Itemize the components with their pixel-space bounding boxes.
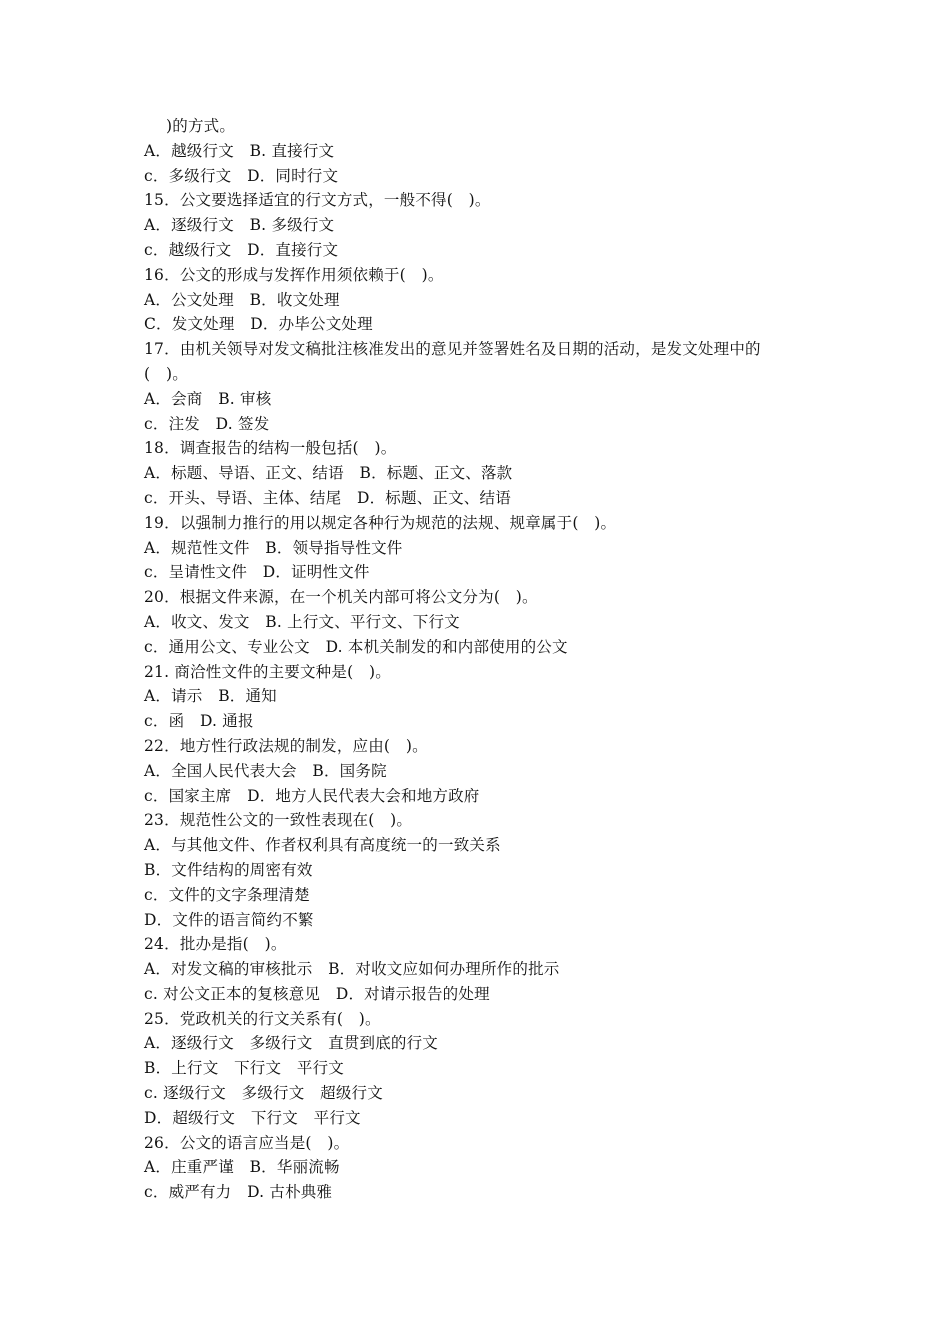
question-25: 25．党政机关的行文关系有( )。 <box>144 1009 381 1028</box>
text-line: A．全国人民代表大会 B．国务院 <box>144 761 387 780</box>
text-line: A．越级行文 B. 直接行文 <box>144 141 335 160</box>
question-19: 19．以强制力推行的用以规定各种行为规范的法规、规章属于( )。 <box>144 513 617 532</box>
text-line: c．通用公文、专业公文 D. 本机关制发的和内部使用的公文 <box>144 637 568 656</box>
question-21: 21. 商洽性文件的主要文种是( )。 <box>144 662 391 681</box>
text-line: A．逐级行文 多级行文 直贯到底的行文 <box>144 1034 438 1053</box>
text-line: c．开头、导语、主体、结尾 D．标题、正文、结语 <box>144 488 511 507</box>
question-16: 16．公文的形成与发挥作用须依赖于( )。 <box>144 265 444 284</box>
text-line: ( )。 <box>144 364 188 383</box>
text-line: c．国家主席 D．地方人民代表大会和地方政府 <box>144 786 480 805</box>
text-line: A．会商 B. 审核 <box>144 389 272 408</box>
text-line: c．多级行文 D．同时行文 <box>144 166 339 185</box>
text-line: A．对发文稿的审核批示 B．对收文应如何办理所作的批示 <box>144 960 560 979</box>
question-26: 26．公文的语言应当是( )。 <box>144 1133 350 1152</box>
question-18: 18．调查报告的结构一般包括( )。 <box>144 439 397 458</box>
text-line: c．越级行文 D．直接行文 <box>144 240 339 259</box>
question-22: 22．地方性行政法规的制发，应由( )。 <box>144 736 428 755</box>
text-line: D．超级行文 下行文 平行文 <box>144 1108 361 1127</box>
text-line: A．与其他文件、作者权利具有高度统一的一致关系 <box>144 836 501 855</box>
text-line: A．收文、发文 B. 上行文、平行文、下行文 <box>144 612 460 631</box>
text-line: B．上行文 下行文 平行文 <box>144 1059 344 1078</box>
text-line: c．威严有力 D. 古朴典雅 <box>144 1183 333 1202</box>
text-line: A．庄重严谨 B．华丽流畅 <box>144 1158 340 1177</box>
question-23: 23．规范性公文的一致性表现在( )。 <box>144 811 413 830</box>
text-line: c. 逐级行文 多级行文 超级行文 <box>144 1084 383 1103</box>
text-line: c．文件的文字条理清楚 <box>144 885 310 904</box>
text-line: B．文件结构的周密有效 <box>144 860 313 879</box>
text-line: c. 对公文正本的复核意见 D．对请示报告的处理 <box>144 984 490 1003</box>
text-line: A．公文处理 B．收文处理 <box>144 290 340 309</box>
text-line: A．逐级行文 B. 多级行文 <box>144 216 335 235</box>
text-line: c．呈请性文件 D．证明性文件 <box>144 563 370 582</box>
text-line: A．标题、导语、正文、结语 B．标题、正文、落款 <box>144 464 513 483</box>
question-20: 20．根据文件来源，在一个机关内部可将公文分为( )。 <box>144 588 538 607</box>
text-line: c．函 D. 通报 <box>144 712 254 731</box>
question-list <box>144 114 814 1205</box>
question-15: 15．公文要选择适宜的行文方式，一般不得( )。 <box>144 191 491 210</box>
text-line: A．请示 B．通知 <box>144 687 277 706</box>
text-line: c．注发 D. 签发 <box>144 414 270 433</box>
question-24: 24．批办是指( )。 <box>144 935 287 954</box>
text-line: )的方式。 <box>166 117 236 135</box>
text-line: A．规范性文件 B．领导指导性文件 <box>144 538 403 557</box>
text-line: C．发文处理 D．办毕公文处理 <box>144 315 373 334</box>
question-17: 17．由机关领导对发文稿批注核准发出的意见并签署姓名及日期的活动，是发文处理中的 <box>144 340 761 359</box>
text-line: D．文件的语言简约不繁 <box>144 910 314 929</box>
